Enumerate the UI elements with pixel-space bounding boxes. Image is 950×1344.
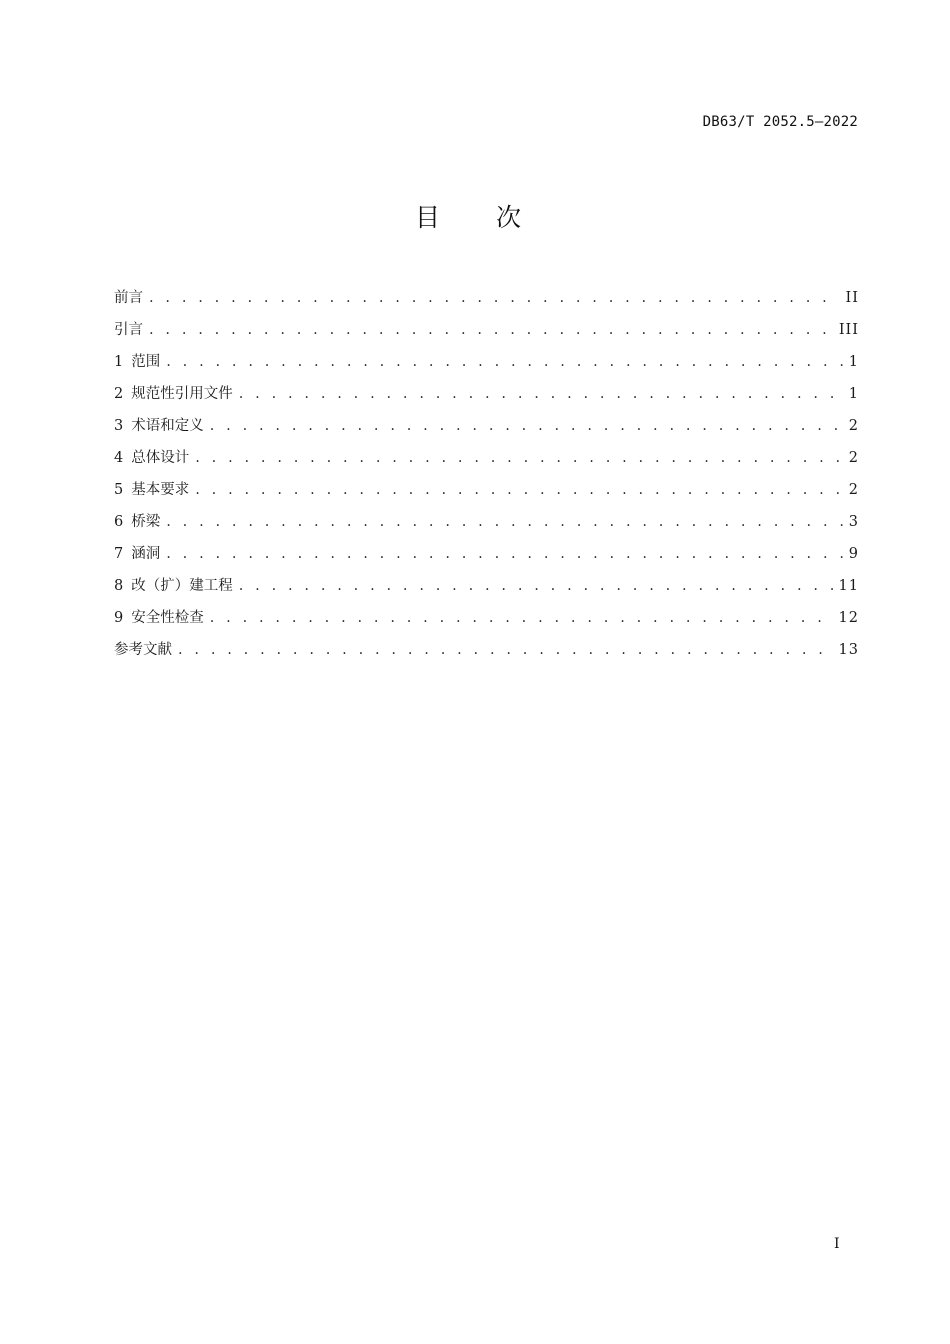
- toc-entry-title: 改（扩）建工程: [131, 578, 233, 594]
- toc-entry-title: 规范性引用文件: [131, 386, 233, 402]
- toc-entry-label: [114, 607, 204, 629]
- toc-leader-dots: [149, 319, 833, 341]
- toc-entry-number: 8: [114, 578, 124, 594]
- toc-entry[interactable]: [114, 639, 859, 671]
- toc-entry-label: [114, 447, 189, 469]
- toc-leader-dots: [210, 607, 833, 629]
- toc-leader-dots: [166, 543, 843, 565]
- toc-entry[interactable]: [114, 287, 859, 319]
- toc-entry[interactable]: [114, 479, 859, 511]
- toc-entry-number: 6: [114, 514, 124, 530]
- toc-entry-number: 3: [114, 418, 124, 434]
- toc-entry-page: 2: [848, 482, 859, 498]
- toc-entry-label: [114, 415, 204, 437]
- toc-entry[interactable]: [114, 511, 859, 543]
- toc-entry-page: 1: [848, 354, 859, 370]
- toc-entry-number: 1: [114, 354, 124, 370]
- toc-entry[interactable]: [114, 607, 859, 639]
- toc-title: 目次: [414, 203, 577, 232]
- toc-entry-page: 9: [848, 546, 859, 562]
- toc-entry[interactable]: [114, 383, 859, 415]
- toc-leader-dots: [239, 383, 843, 405]
- toc-entry-number: 9: [114, 610, 124, 626]
- toc-entry-page: 2: [848, 418, 859, 434]
- toc-entry-number: 4: [114, 450, 124, 466]
- toc-entry-title: 前言: [114, 290, 143, 306]
- toc-entry-title: 范围: [131, 354, 161, 370]
- toc-entry-number: 5: [114, 482, 124, 498]
- toc-entry-page: 1: [848, 386, 859, 402]
- toc-entry-label: [114, 383, 233, 405]
- toc-entry[interactable]: [114, 319, 859, 351]
- toc-entry-page: 12: [838, 610, 859, 626]
- toc-entry-page: 13: [838, 642, 859, 658]
- toc-entry-label: [114, 639, 172, 661]
- toc-entry-title: 基本要求: [131, 482, 190, 498]
- toc-leader-dots: [239, 575, 833, 597]
- toc-entry-label: [114, 511, 160, 533]
- toc-entry-title: 术语和定义: [131, 418, 204, 434]
- toc-leader-dots: [149, 287, 840, 309]
- toc-entry-page: 11: [838, 578, 859, 594]
- toc-entry-label: [114, 575, 233, 597]
- toc-entry-title: 参考文献: [114, 642, 172, 658]
- toc-entry-label: [114, 287, 143, 309]
- page-number: I: [834, 1236, 840, 1252]
- toc-leader-dots: [195, 479, 843, 501]
- toc-entry[interactable]: [114, 447, 859, 479]
- toc-leader-dots: [166, 351, 843, 373]
- toc-entry-title: 引言: [114, 322, 143, 338]
- toc-leader-dots: [210, 415, 843, 437]
- toc-entry-label: [114, 543, 160, 565]
- toc-entry-title: 总体设计: [131, 450, 190, 466]
- toc-entry-label: [114, 319, 143, 341]
- toc-entry-page: III: [838, 322, 859, 338]
- toc-entry-number: 7: [114, 546, 124, 562]
- toc-leader-dots: [178, 639, 833, 661]
- toc-entry-label: [114, 479, 189, 501]
- toc-entry-page: 2: [848, 450, 859, 466]
- toc-list: [114, 287, 859, 671]
- toc-entry[interactable]: [114, 543, 859, 575]
- toc-entry[interactable]: [114, 575, 859, 607]
- toc-leader-dots: [195, 447, 843, 469]
- toc-entry-title: 桥梁: [131, 514, 161, 530]
- toc-entry[interactable]: [114, 415, 859, 447]
- toc-entry[interactable]: [114, 351, 859, 383]
- toc-entry-title: 安全性检查: [131, 610, 204, 626]
- toc-entry-label: [114, 351, 160, 373]
- toc-leader-dots: [166, 511, 843, 533]
- toc-entry-page: II: [845, 290, 859, 306]
- document-code: DB63/T 2052.5—2022: [702, 114, 858, 130]
- toc-entry-number: 2: [114, 386, 124, 402]
- toc-entry-title: 涵洞: [131, 546, 161, 562]
- toc-entry-page: 3: [848, 514, 859, 530]
